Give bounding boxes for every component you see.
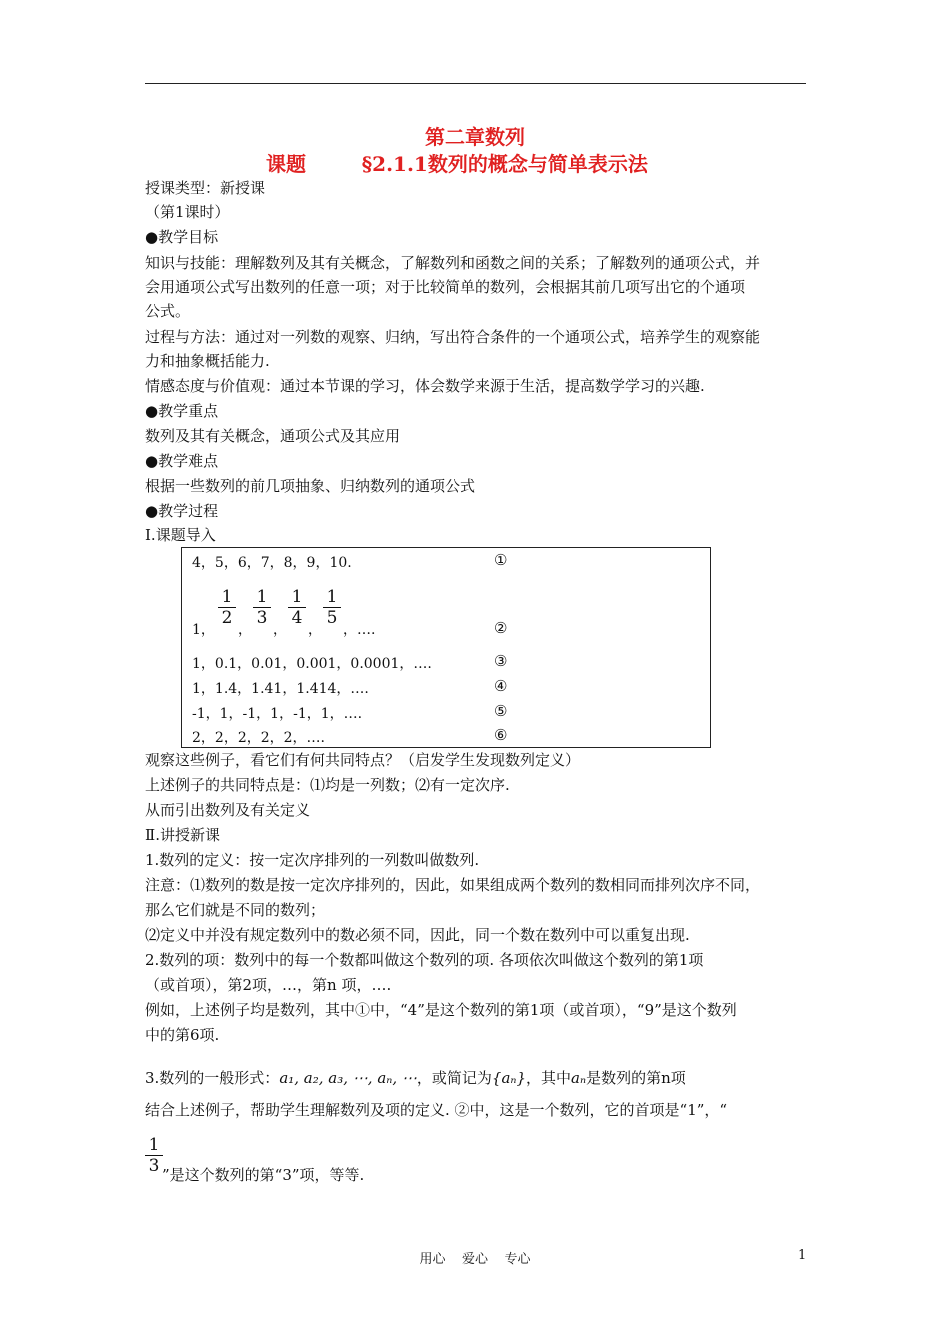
- goal-process-1: 过程与方法：通过对一列数的观察、归纳，写出符合条件的一个通项公式，培养学生的观察能: [145, 328, 761, 346]
- goal-knowledge-3: 公式。: [145, 302, 191, 320]
- page-number: 1: [798, 1248, 807, 1263]
- lesson-period: （第1课时）: [145, 203, 230, 221]
- marker-3: ③: [494, 652, 508, 670]
- sep-2: ，: [273, 622, 287, 638]
- term-def-2: （或首项），第2项，…，第n 项，….: [145, 976, 392, 994]
- example-row-3: 1，0.1，0.01，0.001，0.0001，….: [192, 656, 432, 672]
- fraction-fifth: 1 5: [321, 588, 343, 627]
- goal-knowledge-2: 会用通项公式写出数列的任意一项；对于比较简单的数列，会根据其前几项写出它的个通项: [145, 278, 746, 296]
- part-intro: Ⅰ.课题导入: [145, 526, 216, 544]
- chapter-title: 第二章数列: [425, 125, 525, 149]
- sep-3: ，: [308, 622, 322, 638]
- combine-examples: 结合上述例子，帮助学生理解数列及项的定义. ②中，这是一个数列，它的首项是“1”，“: [145, 1101, 728, 1119]
- general-form-end: 是数列的第n项: [586, 1069, 686, 1087]
- footer-motto: 用心 爱心 专心: [419, 1252, 531, 1267]
- marker-6: ⑥: [494, 726, 508, 744]
- example-row-1: 4，5，6，7，8，9，10.: [192, 555, 352, 571]
- note-1a: 注意：⑴数列的数是按一定次序排列的，因此，如果组成两个数列的数相同而排列次序不同，: [145, 876, 761, 894]
- example-row-4: 1，1.4，1.41，1.414，….: [192, 681, 369, 697]
- an-symbol: aₙ: [571, 1069, 587, 1087]
- key-points-text: 数列及其有关概念，通项公式及其应用: [145, 427, 401, 445]
- example-explain-1: 例如，上述例子均是数列，其中①中，“4”是这个数列的第1项（或首项），“9”是这个数列: [145, 1001, 737, 1019]
- observe-question: 观察这些例子，看它们有何共同特点？（启发学生发现数列定义）: [145, 751, 581, 769]
- term-def-1: 2.数列的项：数列中的每一个数都叫做这个数列的项. 各项依次叫做这个数列的第1项: [145, 951, 704, 969]
- common-features: 上述例子的共同特点是：⑴均是一列数；⑵有一定次序.: [145, 776, 510, 794]
- goal-knowledge-1: 知识与技能：理解数列及其有关概念，了解数列和函数之间的关系；了解数列的通项公式，并: [145, 254, 761, 272]
- lead-to-definition: 从而引出数列及有关定义: [145, 801, 311, 819]
- general-form-where: ，其中: [526, 1069, 572, 1087]
- marker-4: ④: [494, 677, 508, 695]
- lesson-prefix: 课题: [266, 152, 306, 176]
- example-row-2-lead: 1，: [192, 622, 215, 638]
- fraction-quarter: 1 4: [286, 588, 308, 627]
- marker-2: ②: [494, 619, 508, 637]
- definition-text: 1.数列的定义：按一定次序排列的一列数叫做数列.: [145, 851, 480, 869]
- header-rule: [145, 83, 806, 84]
- lesson-title: [266, 148, 648, 177]
- example-explain-2: 中的第6项.: [145, 1026, 220, 1044]
- example-row-2-tail: ，….: [343, 622, 376, 638]
- section-difficulties: ●教学难点: [145, 452, 219, 470]
- fraction-half: 1 2: [216, 588, 238, 627]
- part-new-lesson: Ⅱ.讲授新课: [145, 826, 220, 844]
- difficulties-text: 根据一些数列的前几项抽象、归纳数列的通项公式: [145, 477, 476, 495]
- general-form-label: 3.数列的一般形式：: [145, 1069, 280, 1087]
- general-form-line: [145, 1067, 686, 1089]
- fraction-third: 1 3: [251, 588, 273, 627]
- goal-process-2: 力和抽象概括能力.: [145, 352, 270, 370]
- general-form-formula: a₁, a₂, a₃, ⋯, aₙ, ⋯: [279, 1069, 417, 1087]
- example-row-6: 2，2，2，2，2，….: [192, 730, 325, 746]
- marker-1: ①: [494, 551, 508, 569]
- marker-5: ⑤: [494, 702, 508, 720]
- note-2: ⑵定义中并没有规定数列中的数必须不同，因此，同一个数在数列中可以重复出现.: [145, 926, 690, 944]
- goal-attitude: 情感态度与价值观：通过本节课的学习，体会数学来源于生活，提高数学学习的兴趣.: [145, 377, 705, 395]
- note-1b: 那么它们就是不同的数列；: [145, 901, 326, 919]
- lesson-name: §2.1.1数列的概念与简单表示法: [361, 152, 648, 176]
- sequence-brace-notation: {aₙ}: [491, 1069, 527, 1087]
- third-term-note: ”是这个数列的第“3”项，等等.: [162, 1166, 365, 1184]
- fraction-one-third: 1 3: [143, 1136, 165, 1175]
- general-form-mid: ，或简记为: [416, 1069, 492, 1087]
- section-goals: ●教学目标: [145, 228, 219, 246]
- lesson-type: 授课类型：新授课: [145, 179, 266, 197]
- examples-box: [181, 547, 711, 748]
- example-row-5: -1，1，-1，1，-1，1，….: [192, 706, 363, 722]
- section-key-points: ●教学重点: [145, 402, 219, 420]
- section-process: ●教学过程: [145, 502, 219, 520]
- sep-1: ，: [238, 622, 252, 638]
